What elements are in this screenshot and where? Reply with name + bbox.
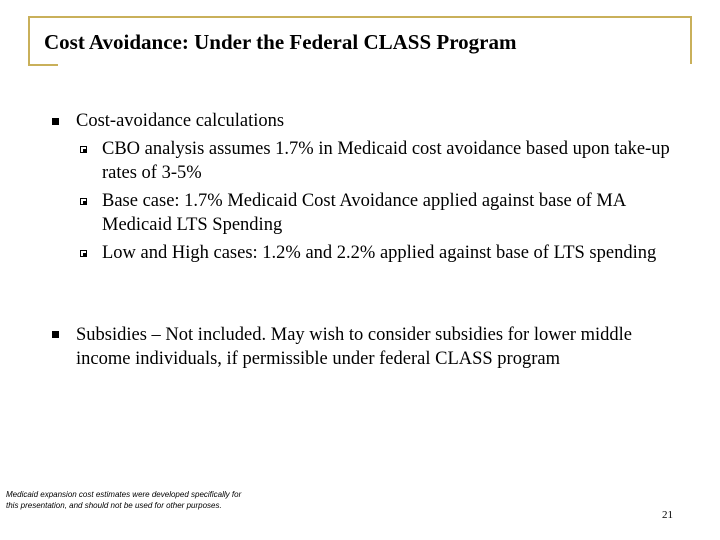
bullet-text: Cost-avoidance calculations [76, 111, 285, 131]
footnote: Medicaid expansion cost estimates were developed specifically for this presentation, and should not be used for other purposes. [6, 490, 242, 510]
page-number: 21 [662, 509, 673, 521]
box-bullet-icon [80, 146, 87, 153]
title-underline [28, 64, 58, 66]
slide-title: Cost Avoidance: Under the Federal CLASS Program [44, 30, 517, 54]
bullet-text: Subsidies – Not included. May wish to consider subsidies for lower middle income individuals, if permissible under federal CLASS program [76, 325, 632, 369]
sub-bullet-text: Low and High cases: 1.2% and 2.2% applied against base of LTS spending [102, 243, 657, 263]
square-bullet-icon [52, 118, 59, 125]
sub-bullet-text: Base case: 1.7% Medicaid Cost Avoidance applied against base of MA Medicaid LTS Spending [102, 191, 626, 235]
square-bullet-icon [52, 331, 59, 338]
sub-bullet-text: CBO analysis assumes 1.7% in Medicaid cost avoidance based upon take-up rates of 3-5% [102, 139, 670, 183]
box-bullet-icon [80, 198, 87, 205]
box-bullet-icon [80, 250, 87, 257]
